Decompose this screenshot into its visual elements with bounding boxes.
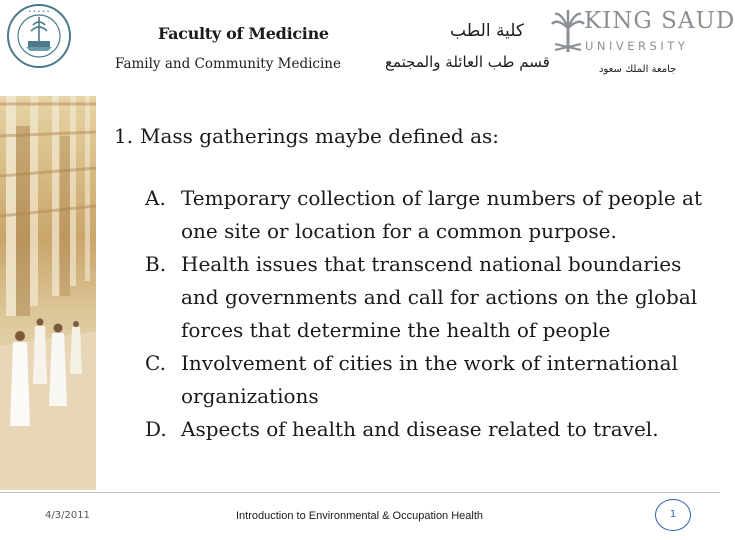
option-text: Health issues that transcend national boundaries and governments and call for actions on the global forces that determine the health of people: [181, 252, 698, 342]
ksu-logo-line2: UNIVERSITY: [585, 39, 689, 53]
palm-tree-icon: [551, 8, 585, 56]
slide-number: 1: [655, 499, 691, 531]
department-title-en: Family and Community Medicine: [115, 56, 341, 72]
option-letter: D.: [145, 417, 167, 441]
answer-option-c: [145, 347, 705, 413]
answer-options-list: [145, 182, 705, 446]
ksu-logo-line1: KING SAUD: [584, 8, 735, 34]
footer-date: 4/3/2011: [45, 510, 90, 521]
question-text: Mass gatherings maybe defined as:: [140, 124, 499, 148]
option-letter: A.: [145, 186, 166, 210]
slide-header: [0, 0, 735, 92]
ksu-logo-arabic: جامعة الملك سعود: [599, 64, 677, 75]
faculty-title-en: Faculty of Medicine: [158, 24, 329, 43]
option-text: Temporary collection of large numbers of people at one site or location for a common purpose.: [181, 186, 702, 243]
answer-option-a: [145, 182, 705, 248]
question-number: 1.: [114, 124, 134, 148]
ksu-seal-icon: [6, 3, 72, 69]
footer-divider: [0, 492, 720, 493]
option-text: Involvement of cities in the work of international organizations: [181, 351, 678, 408]
question-title: [114, 124, 499, 148]
svg-text:• • • • •: • • • • •: [28, 9, 50, 15]
campus-photo: [0, 96, 96, 490]
option-text: Aspects of health and disease related to travel.: [181, 417, 659, 441]
department-title-ar: قسم طب العائلة والمجتمع: [385, 53, 550, 71]
answer-option-b: [145, 248, 705, 347]
ksu-logo: [545, 2, 735, 88]
option-letter: C.: [145, 351, 166, 375]
footer-course-title: Introduction to Environmental & Occupation Health: [236, 510, 484, 522]
option-letter: B.: [145, 252, 167, 276]
faculty-title-ar: كلية الطب: [450, 21, 524, 41]
answer-option-d: [145, 413, 705, 446]
